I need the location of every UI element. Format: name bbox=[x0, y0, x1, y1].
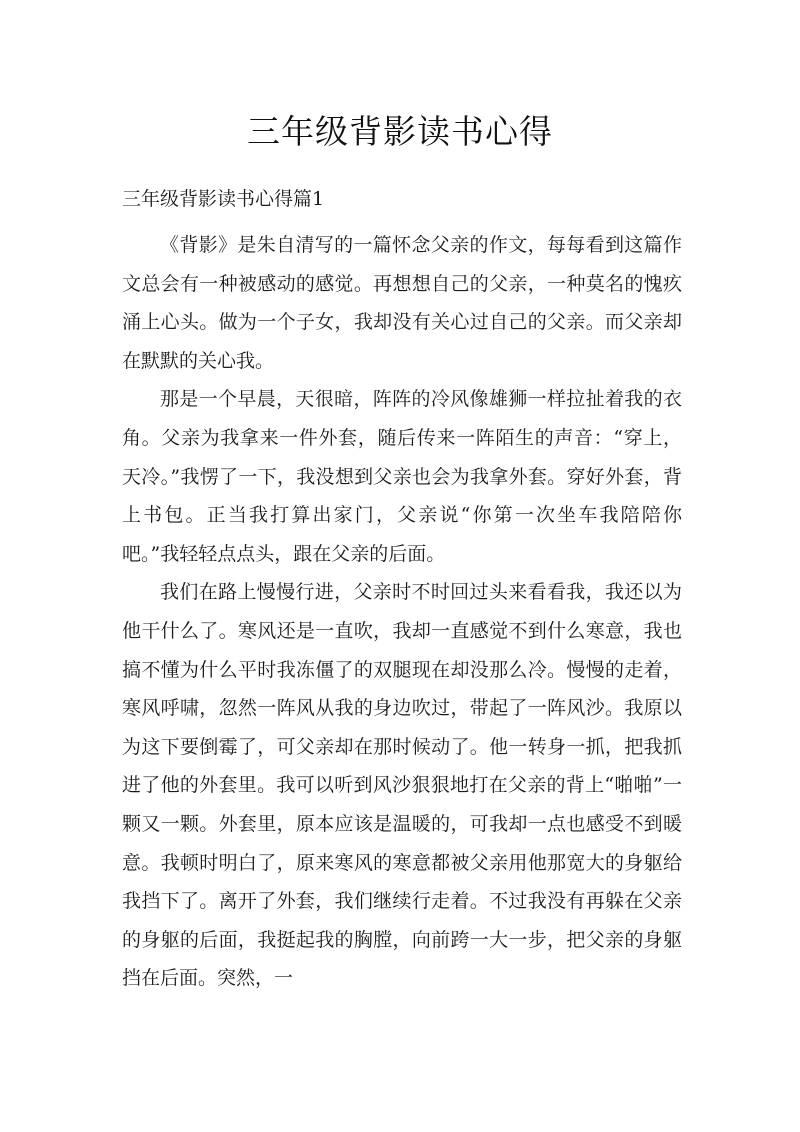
paragraph-2: 那是一个早晨，天很暗，阵阵的冷风像雄狮一样拉扯着我的衣角。父亲为我拿来一件外套，随后传来一阵陌生的声音：“穿上，天冷。”我愣了一下，我没想到父亲也会为我拿外套。穿好外套，背上书包。正当我打算出家门，父亲说“你第一次坐车我陪陪你吧。”我轻轻点点头，跟在父亲的后面。 bbox=[122, 388, 682, 565]
paragraph-3: 我们在路上慢慢行进，父亲时不时回过头来看看我，我还以为他干什么了。寒风还是一直吹，我却一直感觉不到什么寒意，我也搞不懂为什么平时我冻僵了的双腿现在却没那么冷。慢慢的走着，寒风呼啸，忽然一阵风从我的身边吹过，带起了一阵风沙。我原以为这下要倒霉了，可父亲却在那时候动了。他一转身一抓，把我抓进了他的外套里。我可以听到风沙狠狠地打在父亲的背上“啪啪”一颗又一颗。外套里，原本应该是温暖的，可我却一点也感受不到暖意。我顿时明白了，原来寒风的寒意都被父亲用他那宽大的身躯给我挡下了。离开了外套，我们继续行走着。不过我没有再躲在父亲的身躯的后面，我挺起我的胸膛，向前跨一大一步，把父亲的身躯挡在后面。突然，一 bbox=[122, 581, 682, 990]
body-text bbox=[122, 226, 682, 998]
paragraph-1: 《背影》是朱自清写的一篇怀念父亲的作文，每每看到这篇作文总会有一种被感动的感觉。再想想自己的父亲，一种莫名的愧疚涌上心头。做为一个子女，我却没有关心过自己的父亲。而父亲却在默默的关心我。 bbox=[122, 234, 682, 372]
section-heading: 三年级背影读书心得篇1 bbox=[122, 188, 325, 210]
page-title: 三年级背影读书心得 bbox=[247, 112, 553, 151]
